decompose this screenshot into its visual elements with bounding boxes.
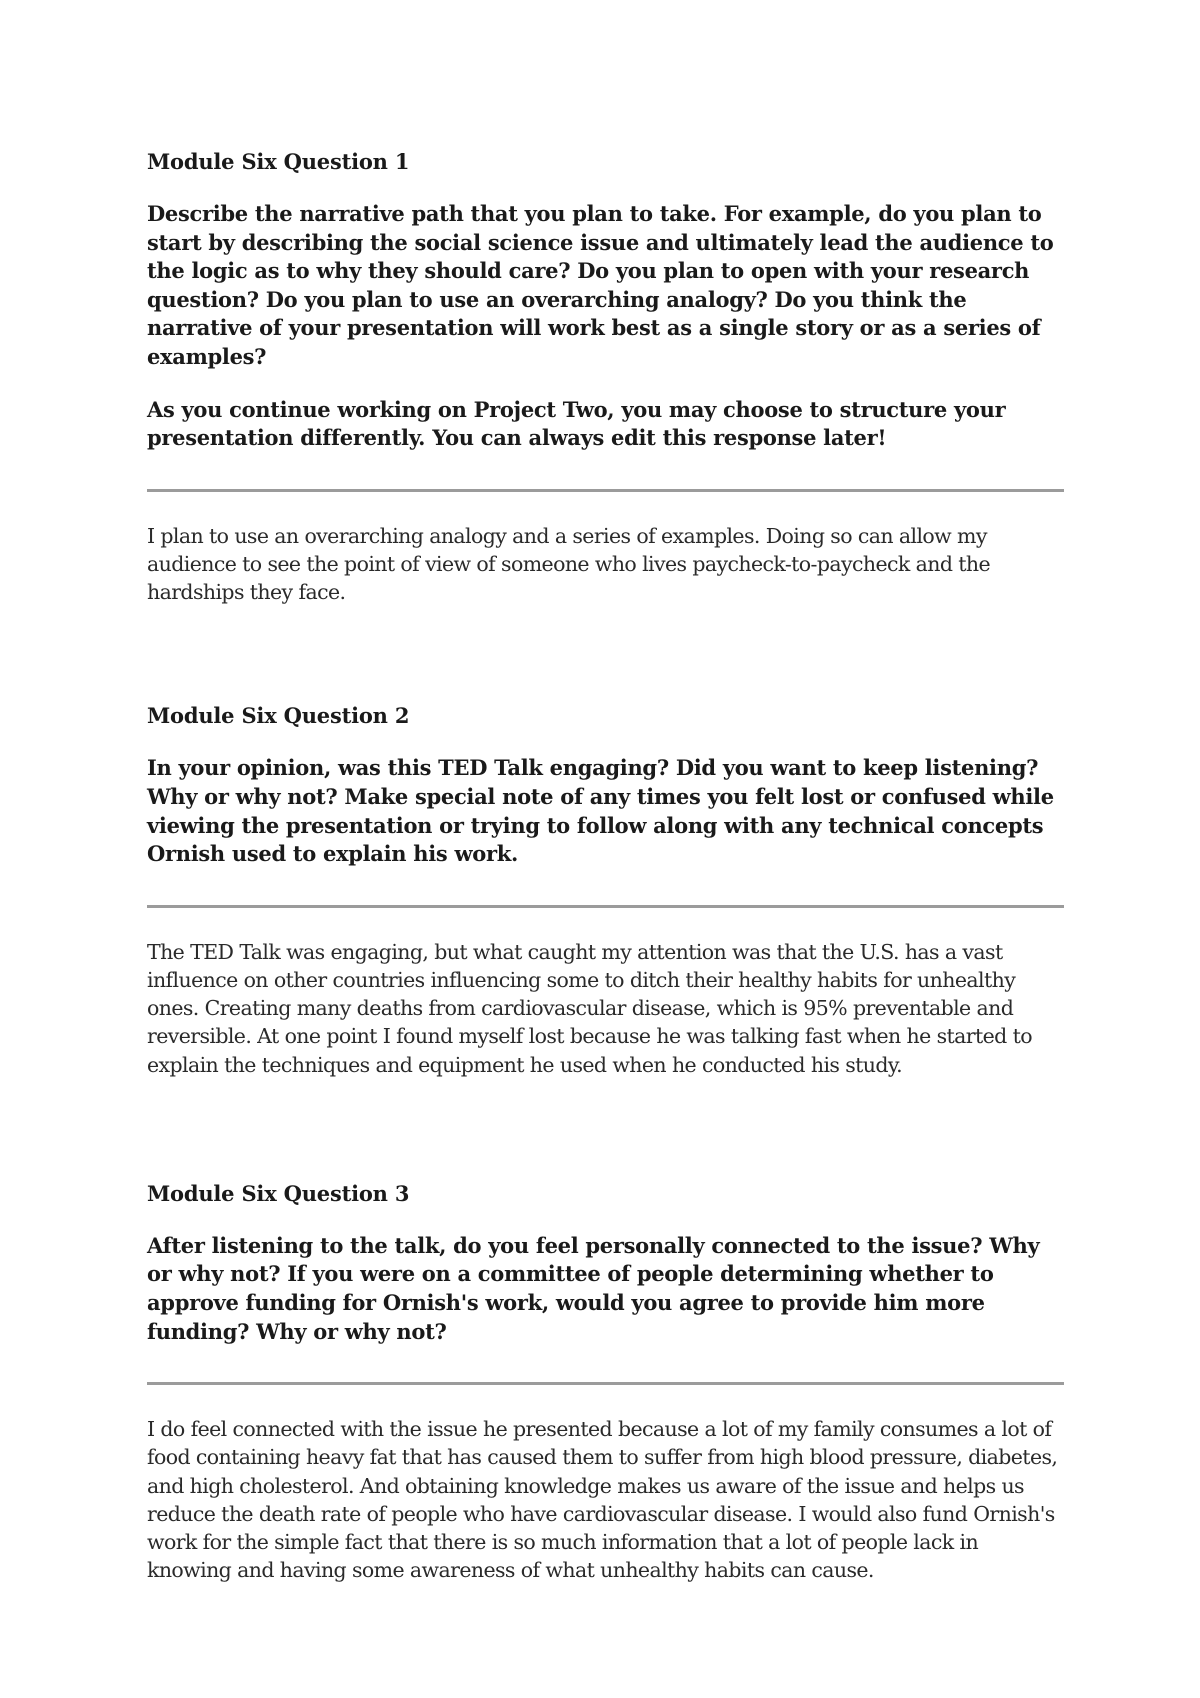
document-page — [147, 148, 1067, 1584]
section-spacer — [147, 606, 1067, 702]
response-text: The TED Talk was engaging, but what caught my attention was that the U.S. has a vast influence on other countries influencing some to ditch their healthy habits for unhealthy ones. Creating many deaths from cardiovascular disease, which is 95% preventable and reversible. At one point I found myself lost because he was talking fast when he started to explain the techniques and equipment he used when he conducted his study. — [147, 939, 1032, 1077]
question-title: Module Six Question 3 — [147, 1180, 410, 1206]
response-text: I do feel connected with the issue he presented because a lot of my family consumes a lot of food containing heavy fat that has caused them to suffer from high blood pressure, diabetes, and high cholesterol. And obtaining knowledge makes us aware of the issue and helps us reduce the death rate of people who have cardiovascular disease. I would also fund Ornish's work for the simple fact that there is so much information that a lot of people lack in knowing and having some awareness of what unhealthy habits can cause. — [147, 1417, 1058, 1583]
question-prompt: Describe the narrative path that you plan to take. For example, do you plan to start by describing the social science issue and ultimately lead the audience to the logic as to why they should care? Do you plan to open with your research question? Do you plan to use an overarching analogy? Do you think the narrative of your presentation will work best as a single story or as a series of examples? — [147, 201, 1054, 369]
response-divider — [147, 905, 1064, 908]
question-prompt-note: As you continue working on Project Two, you may choose to structure your presentation differently. You can always edit this response later! — [147, 396, 1006, 451]
question-title: Module Six Question 2 — [147, 703, 410, 729]
section-spacer — [147, 1079, 1067, 1180]
question-section-3 — [147, 1180, 1067, 1585]
question-title: Module Six Question 1 — [147, 149, 410, 174]
response-divider — [147, 1382, 1064, 1385]
question-prompt: In your opinion, was this TED Talk engaging? Did you want to keep listening? Why or why not? Make special note of any times you felt lost or confused while viewing the presentation or trying to follow along with any technical concepts Ornish used to explain his work. — [147, 755, 1054, 867]
question-section-2 — [147, 702, 1067, 1078]
question-prompt: After listening to the talk, do you feel personally connected to the issue? Why or why not? If you were on a committee of people determining whether to approve funding for Ornish's work, would you agree to provide him more funding? Why or why not? — [147, 1232, 1040, 1344]
question-section-1 — [147, 148, 1067, 606]
response-text: I plan to use an overarching analogy and a series of examples. Doing so can allow my audience to see the point of view of someone who lives paycheck-to-paycheck and the hardships they face. — [147, 523, 991, 605]
response-divider — [147, 489, 1064, 492]
